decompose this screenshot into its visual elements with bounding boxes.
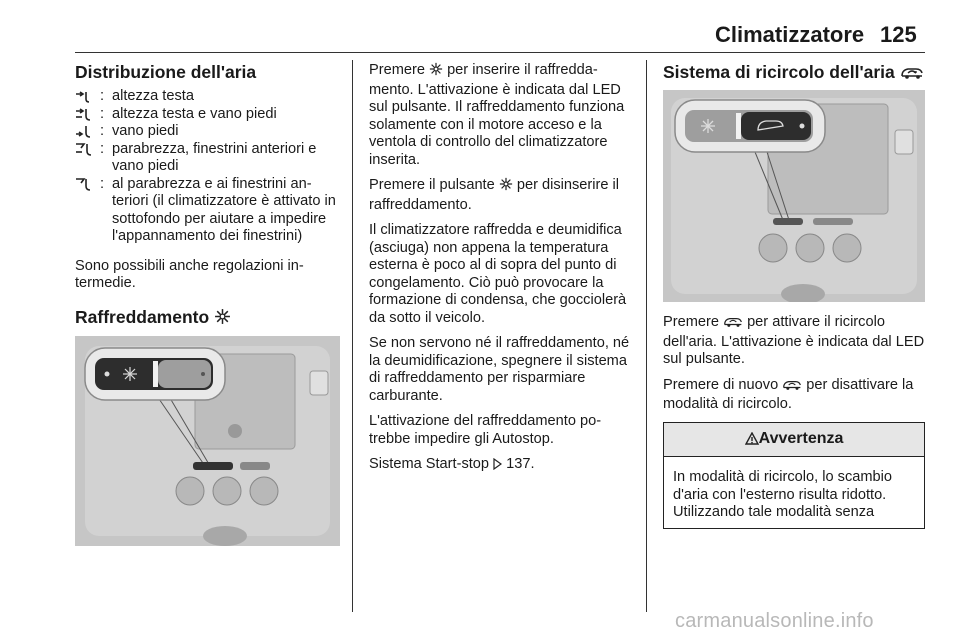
snowflake-icon xyxy=(214,308,231,330)
page-number: 125 xyxy=(880,22,917,47)
list-item xyxy=(75,106,340,124)
air-distribution-list xyxy=(75,88,340,246)
paragraph-start-stop-reference xyxy=(369,456,634,476)
list-item-text: parabrezza, finestrini anteriori e vano piedi xyxy=(112,140,317,174)
column-divider-2 xyxy=(646,60,647,612)
running-header-title: Climatizzatore xyxy=(715,22,865,47)
column-2 xyxy=(369,62,634,484)
heading-recirculation-text: Sistema di ricircolo dell'aria xyxy=(663,62,895,82)
list-item xyxy=(75,88,340,106)
text-span: per disattivare la modalità di ricircolo. xyxy=(663,376,914,412)
airflow-windscreen-icon xyxy=(75,176,100,193)
text-span: per attivare il ricircolo dell'aria. L'attivazione è indicata dal LED sul pulsante. xyxy=(663,314,925,367)
snowflake-icon xyxy=(499,177,513,197)
heading-air-distribution: Distribuzione dell'aria xyxy=(75,62,257,82)
list-item-text: al parabrezza e ai finestrini anteriori (il climatizzatore è attivato in sottofondo per aiutare a impedire l'appannamento dei finestrini) xyxy=(112,175,336,244)
warning-body: In modalità di ricircolo, lo scambio d'aria con l'esterno risulta ridotto. Utilizzando tale modalità senza xyxy=(673,469,892,520)
list-colon: : xyxy=(100,140,105,157)
text-span: Premere xyxy=(663,314,724,330)
airflow-head-feet-icon xyxy=(75,106,100,123)
cooling-button-illustration xyxy=(75,336,340,546)
list-item-text: altezza testa xyxy=(112,88,194,104)
list-item xyxy=(75,141,340,176)
page-reference-arrow-icon[interactable] xyxy=(493,458,502,476)
list-item-text: altezza testa e vano piedi xyxy=(112,105,277,122)
airflow-head-icon xyxy=(75,88,100,105)
recirculation-icon xyxy=(782,379,802,397)
column-1 xyxy=(75,62,340,558)
list-colon: : xyxy=(100,123,105,139)
column-divider-1 xyxy=(352,60,353,612)
text-span: Premere il pulsante xyxy=(369,177,499,193)
list-item xyxy=(75,123,340,141)
paragraph-autostop: L'attivazione del raffreddamento potrebbe impedire gli Autostop. xyxy=(369,413,602,447)
warning-title: Avvertenza xyxy=(758,429,844,447)
column-3 xyxy=(663,62,925,529)
list-colon: : xyxy=(100,175,105,192)
list-colon: : xyxy=(100,88,105,104)
warning-triangle-icon xyxy=(745,432,759,450)
watermark-text: carmanualsonline.info xyxy=(675,610,874,632)
airflow-feet-icon xyxy=(75,123,100,140)
paragraph-recirc-off xyxy=(663,377,925,414)
list-colon: : xyxy=(100,105,105,122)
page-reference-text[interactable]: 137. xyxy=(502,456,535,472)
text-span: Premere xyxy=(369,62,430,78)
airflow-windscreen-feet-icon xyxy=(75,141,100,158)
paragraph-recirc-on xyxy=(663,314,925,369)
warning-box xyxy=(663,422,925,529)
heading-air-recirculation xyxy=(663,62,925,85)
text-span: per inserire il raffreddamento. L'attivazione è indicata dal LED sul pulsante. Il raffreddamento funziona solamente con il motore acceso e la ventola di controllo del climatizzatore inserita. xyxy=(369,62,625,168)
paragraph-cooling-on xyxy=(369,62,634,169)
text-span: Sistema Start-stop xyxy=(369,456,494,472)
heading-cooling-text: Raffreddamento xyxy=(75,306,210,327)
warning-header xyxy=(664,423,924,458)
header-rule xyxy=(75,52,925,53)
text-span: Premere di nuovo xyxy=(663,376,783,393)
paragraph-save-fuel: Se non servono né il raffreddamento, né la deumidificazione, spegnere il sistema di raffreddamento per risparmiare carburante. xyxy=(369,335,630,404)
list-item xyxy=(75,176,340,246)
recirculation-icon xyxy=(900,64,924,85)
recirculation-icon xyxy=(723,316,743,334)
text-span: per disinserire il raffreddamento. xyxy=(369,177,620,213)
heading-cooling xyxy=(75,307,340,330)
paragraph-cooling-off xyxy=(369,177,634,214)
list-item-text: vano piedi xyxy=(112,123,179,139)
recirculation-button-illustration xyxy=(663,90,925,302)
paragraph-intermediate-settings: Sono possibili anche regolazioni intermedie. xyxy=(75,257,304,291)
snowflake-icon xyxy=(429,62,443,82)
paragraph-dehumidify: Il climatizzatore raffredda e deumidifica (asciuga) non appena la temperatura esterna è poco al di sopra del punto di congelamento. Ciò può provocare la formazione di condensa, che gocciolerà da sotto il veicolo. xyxy=(369,222,627,326)
